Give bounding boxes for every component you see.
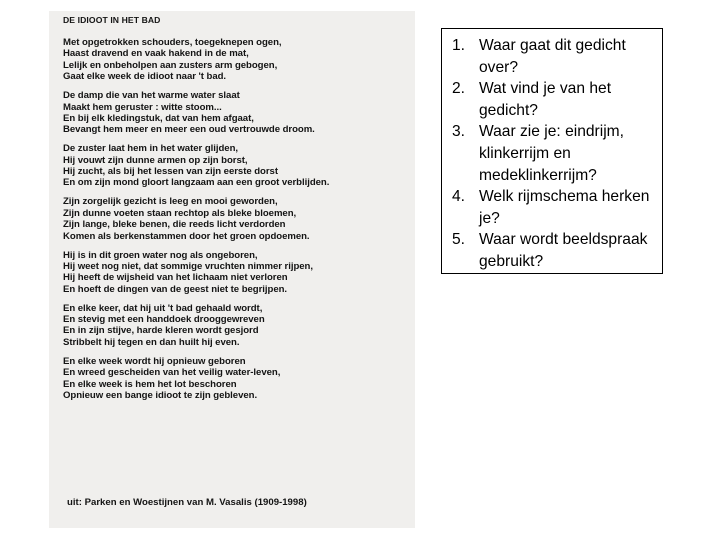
poem-line: Hij zucht, als bij het lessen van zijn eerste dorst	[63, 166, 278, 178]
question-text: Welk rijmschema herken je?	[479, 188, 650, 227]
poem-stanza	[63, 90, 408, 136]
question-item	[452, 186, 656, 229]
poem-line: Bevangt hem meer en meer een oud vertrouwde droom.	[63, 124, 315, 136]
poem-line: De damp die van het warme water slaat	[63, 90, 240, 102]
poem-line: En elke week wordt hij opnieuw geboren	[63, 355, 246, 367]
question-item	[452, 35, 656, 78]
question-text: Wat vind je van het gedicht?	[479, 80, 612, 119]
poem-stanza	[63, 250, 408, 296]
poem-stanza	[63, 303, 408, 349]
poem-line: Komen als berkenstammen door het groen opdoemen.	[63, 230, 310, 242]
question-number: 1.	[452, 37, 466, 54]
question-text: Waar wordt beeldspraak gebruikt?	[479, 231, 648, 270]
poem-line: En wreed gescheiden van het veilig water-leven,	[63, 367, 281, 379]
poem-line: Stribbelt hij tegen en dan huilt hij even.	[63, 336, 240, 348]
poem-line: En elke keer, dat hij uit 't bad gehaald wordt,	[63, 302, 263, 314]
poem-line: En in zijn stijve, harde kleren wordt gesjord	[63, 325, 259, 337]
question-item	[452, 78, 656, 121]
poem-stanza	[63, 37, 408, 83]
poem-line: Hij heeft de wijsheid van het lichaam niet verloren	[63, 272, 288, 284]
poem-stanza	[63, 356, 408, 402]
poem-line: Zijn zorgelijk gezicht is leeg en mooi geworden,	[63, 196, 278, 208]
poem-line: Maakt hem geruster : witte stoom...	[63, 101, 222, 113]
poem-line: Zijn lange, bleke benen, die reeds licht verdorden	[63, 219, 286, 231]
poem-line: Hij is in dit groen water nog als ongeboren,	[63, 249, 258, 261]
poem-title: DE IDIOOT IN HET BAD	[63, 15, 161, 25]
poem-stanza	[63, 143, 408, 189]
question-number: 4.	[452, 188, 466, 206]
poem-line: De zuster laat hem in het water glijden,	[63, 143, 238, 155]
poem-line: En bij elk kledingstuk, dat van hem afgaat,	[63, 112, 254, 124]
question-item	[452, 229, 656, 272]
poem-line: En om zijn mond gloort langzaam aan een groot verblijden.	[63, 177, 330, 189]
poem-line: En elke week is hem het lot beschoren	[63, 378, 237, 390]
question-number: 3.	[452, 123, 466, 141]
question-list	[442, 29, 662, 273]
poem-line: Hij weet nog niet, dat sommige vruchten nimmer rijpen,	[63, 260, 313, 272]
poem-line: Met opgetrokken schouders, toegeknepen ogen,	[63, 37, 282, 48]
poem-line: Haast dravend en vaak hakend in de mat,	[63, 48, 249, 60]
question-box	[441, 28, 663, 274]
question-number: 2.	[452, 80, 466, 98]
poem-stanza	[63, 196, 408, 242]
poem-line: Zijn dunne voeten staan rechtop als bleke bloemen,	[63, 207, 297, 219]
question-text: Waar zie je: eindrijm, klinkerrijm en medeklinkerrijm?	[479, 123, 625, 184]
poem-line: Hij vouwt zijn dunne armen op zijn borst,	[63, 154, 248, 166]
question-item	[452, 121, 656, 186]
poem-line: En hoeft de dingen van de geest niet te begrijpen.	[63, 283, 288, 295]
poem-line: Opnieuw een bange idioot te zijn gebleven.	[63, 389, 258, 401]
poem-line: Lelijk en onbeholpen aan zusters arm gebogen,	[63, 59, 278, 71]
poem-line: Gaat elke week de idioot naar 't bad.	[63, 71, 227, 83]
poem-source: uit: Parken en Woestijnen van M. Vasalis (1909-1998)	[67, 497, 307, 508]
poem-body	[63, 37, 408, 409]
question-text: Waar gaat dit gedicht over?	[479, 37, 626, 76]
question-number: 5.	[452, 231, 466, 249]
poem-line: En stevig met een handdoek drooggewreven	[63, 314, 265, 326]
poem-scan	[49, 11, 415, 528]
